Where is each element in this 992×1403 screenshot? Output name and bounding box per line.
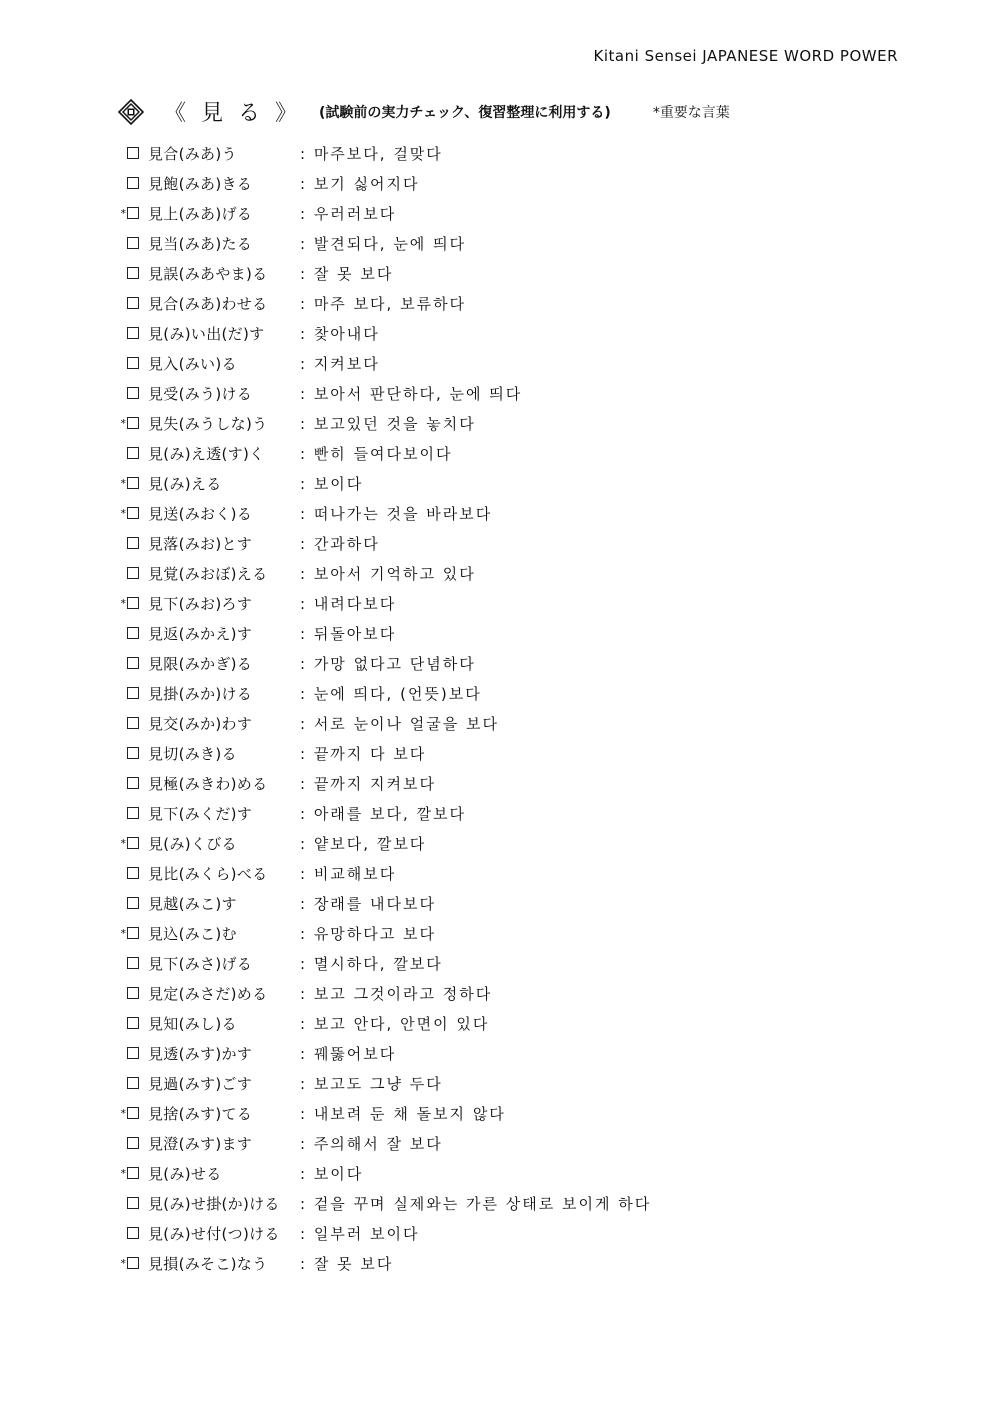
list-item xyxy=(114,1068,651,1098)
list-item xyxy=(114,528,651,558)
review-checkbox[interactable] xyxy=(127,987,139,999)
review-checkbox[interactable] xyxy=(127,597,139,609)
japanese-word: 見極(みきわ)める xyxy=(148,774,268,793)
list-item xyxy=(114,498,651,528)
list-item xyxy=(114,978,651,1008)
list-item xyxy=(114,588,651,618)
japanese-word: 見澄(みす)ます xyxy=(148,1134,253,1153)
review-checkbox[interactable] xyxy=(127,147,139,159)
japanese-word: 見(み)くびる xyxy=(148,834,237,853)
korean-meaning: : 마주보다, 걸맞다 xyxy=(300,144,443,163)
importance-star: * xyxy=(120,476,126,490)
importance-star: * xyxy=(120,1256,126,1270)
japanese-word: 見知(みし)る xyxy=(148,1014,237,1033)
list-item xyxy=(114,768,651,798)
review-checkbox[interactable] xyxy=(127,837,139,849)
korean-meaning: : 유망하다고 보다 xyxy=(300,924,437,943)
review-checkbox[interactable] xyxy=(127,297,139,309)
korean-meaning: : 아래를 보다, 깔보다 xyxy=(300,804,467,823)
japanese-word: 見上(みあ)げる xyxy=(148,204,253,223)
review-checkbox[interactable] xyxy=(127,477,139,489)
korean-meaning: : 우러러보다 xyxy=(300,204,397,223)
list-item xyxy=(114,288,651,318)
review-checkbox[interactable] xyxy=(127,717,139,729)
japanese-word: 見(み)せ掛(か)ける xyxy=(148,1194,280,1213)
korean-meaning: : 발견되다, 눈에 띄다 xyxy=(300,234,467,253)
list-item xyxy=(114,138,651,168)
review-checkbox[interactable] xyxy=(127,927,139,939)
word-list xyxy=(114,138,651,1278)
review-checkbox[interactable] xyxy=(127,1047,139,1059)
list-item xyxy=(114,1128,651,1158)
japanese-word: 見落(みお)とす xyxy=(148,534,253,553)
japanese-word: 見飽(みあ)きる xyxy=(148,174,253,193)
review-checkbox[interactable] xyxy=(127,1137,139,1149)
korean-meaning: : 마주 보다, 보류하다 xyxy=(300,294,467,313)
japanese-word: 見入(みい)る xyxy=(148,354,237,373)
japanese-word: 見(み)せる xyxy=(148,1164,222,1183)
list-item xyxy=(114,1008,651,1038)
review-checkbox[interactable] xyxy=(127,207,139,219)
list-item xyxy=(114,618,651,648)
japanese-word: 見損(みそこ)なう xyxy=(148,1254,268,1273)
japanese-word: 見下(みさ)げる xyxy=(148,954,253,973)
japanese-word: 見限(みかぎ)る xyxy=(148,654,253,673)
korean-meaning: : 내보려 둔 채 돌보지 않다 xyxy=(300,1104,506,1123)
importance-star: * xyxy=(120,596,126,610)
review-checkbox[interactable] xyxy=(127,357,139,369)
importance-star: * xyxy=(120,836,126,850)
list-item xyxy=(114,948,651,978)
review-checkbox[interactable] xyxy=(127,267,139,279)
japanese-word: 見(み)せ付(つ)ける xyxy=(148,1224,280,1243)
japanese-word: 見切(みき)る xyxy=(148,744,237,763)
japanese-word: 見掛(みか)ける xyxy=(148,684,253,703)
korean-meaning: : 멸시하다, 깔보다 xyxy=(300,954,443,973)
list-item xyxy=(114,918,651,948)
list-item xyxy=(114,888,651,918)
list-item xyxy=(114,168,651,198)
japanese-word: 見透(みす)かす xyxy=(148,1044,253,1063)
list-item xyxy=(114,678,651,708)
review-checkbox[interactable] xyxy=(127,507,139,519)
list-item xyxy=(114,198,651,228)
review-checkbox[interactable] xyxy=(127,237,139,249)
page-subtitle: (試験前の実力チェック、復習整理に利用する) xyxy=(318,104,611,121)
japanese-word: 見込(みこ)む xyxy=(148,924,237,943)
korean-meaning: : 보기 싫어지다 xyxy=(300,174,420,193)
list-item xyxy=(114,648,651,678)
korean-meaning: : 얕보다, 깔보다 xyxy=(300,834,427,853)
korean-meaning: : 가망 없다고 단념하다 xyxy=(300,654,476,673)
korean-meaning: : 떠나가는 것을 바라보다 xyxy=(300,504,493,523)
korean-meaning: : 빤히 들여다보이다 xyxy=(300,444,453,463)
review-checkbox[interactable] xyxy=(127,1227,139,1239)
japanese-word: 見合(みあ)う xyxy=(148,144,237,163)
importance-star: * xyxy=(120,1166,126,1180)
korean-meaning: : 끝까지 지켜보다 xyxy=(300,774,437,793)
review-checkbox[interactable] xyxy=(127,567,139,579)
japanese-word: 見返(みかえ)す xyxy=(148,624,253,643)
review-checkbox[interactable] xyxy=(127,897,139,909)
list-item xyxy=(114,258,651,288)
japanese-word: 見捨(みす)てる xyxy=(148,1104,253,1123)
list-item xyxy=(114,828,651,858)
review-checkbox[interactable] xyxy=(127,447,139,459)
review-checkbox[interactable] xyxy=(127,777,139,789)
korean-meaning: : 일부러 보이다 xyxy=(300,1224,420,1243)
japanese-word: 見受(みう)ける xyxy=(148,384,253,403)
review-checkbox[interactable] xyxy=(127,1257,139,1269)
review-checkbox[interactable] xyxy=(127,327,139,339)
importance-star: * xyxy=(120,926,126,940)
list-item xyxy=(114,1038,651,1068)
list-item xyxy=(114,558,651,588)
korean-meaning: : 내려다보다 xyxy=(300,594,397,613)
korean-meaning: : 찾아내다 xyxy=(300,324,380,343)
review-checkbox[interactable] xyxy=(127,657,139,669)
review-checkbox[interactable] xyxy=(127,627,139,639)
korean-meaning: : 비교해보다 xyxy=(300,864,397,883)
importance-star: * xyxy=(120,206,126,220)
japanese-word: 見誤(みあやま)る xyxy=(148,264,268,283)
list-item xyxy=(114,858,651,888)
korean-meaning: : 보아서 판단하다, 눈에 띄다 xyxy=(300,384,523,403)
list-item xyxy=(114,228,651,258)
importance-note: *重要な言葉 xyxy=(652,104,730,121)
review-checkbox[interactable] xyxy=(127,747,139,759)
title-row xyxy=(118,96,730,127)
importance-star: * xyxy=(120,1106,126,1120)
list-item xyxy=(114,1248,651,1278)
korean-meaning: : 눈에 띄다, (언뜻)보다 xyxy=(300,684,482,703)
japanese-word: 見失(みうしな)う xyxy=(148,414,268,433)
korean-meaning: : 잘 못 보다 xyxy=(300,1254,394,1273)
korean-meaning: : 보이다 xyxy=(300,474,364,493)
list-item xyxy=(114,1218,651,1248)
japanese-word: 見交(みか)わす xyxy=(148,714,253,733)
korean-meaning: : 보이다 xyxy=(300,1164,364,1183)
japanese-word: 見下(みくだ)す xyxy=(148,804,253,823)
importance-star: * xyxy=(120,506,126,520)
japanese-word: 見過(みす)ごす xyxy=(148,1074,253,1093)
korean-meaning: : 보아서 기억하고 있다 xyxy=(300,564,476,583)
korean-meaning: : 보고도 그냥 두다 xyxy=(300,1074,443,1093)
japanese-word: 見(み)え透(す)く xyxy=(148,444,265,463)
list-item xyxy=(114,1188,651,1218)
korean-meaning: : 보고 그것이라고 정하다 xyxy=(300,984,493,1003)
review-checkbox[interactable] xyxy=(127,1197,139,1209)
review-checkbox[interactable] xyxy=(127,537,139,549)
japanese-word: 見(み)い出(だ)す xyxy=(148,324,265,343)
page-title: 《 見 る 》 xyxy=(164,101,301,126)
list-item xyxy=(114,798,651,828)
korean-meaning: : 뒤돌아보다 xyxy=(300,624,397,643)
list-item xyxy=(114,738,651,768)
japanese-word: 見送(みおく)る xyxy=(148,504,253,523)
list-item xyxy=(114,378,651,408)
page-header xyxy=(594,47,898,65)
review-checkbox[interactable] xyxy=(127,807,139,819)
list-item xyxy=(114,1158,651,1188)
review-checkbox[interactable] xyxy=(127,957,139,969)
list-item xyxy=(114,348,651,378)
review-checkbox[interactable] xyxy=(127,687,139,699)
review-checkbox[interactable] xyxy=(127,1077,139,1089)
site-title: Kitani Sensei JAPANESE WORD POWER xyxy=(593,47,898,65)
japanese-word: 見当(みあ)たる xyxy=(148,234,253,253)
japanese-word: 見定(みさだ)める xyxy=(148,984,268,1003)
review-checkbox[interactable] xyxy=(127,1167,139,1179)
korean-meaning: : 서로 눈이나 얼굴을 보다 xyxy=(300,714,500,733)
korean-meaning: : 끝까지 다 보다 xyxy=(300,744,427,763)
list-item xyxy=(114,318,651,348)
japanese-word: 見覚(みおぼ)える xyxy=(148,564,268,583)
korean-meaning: : 잘 못 보다 xyxy=(300,264,394,283)
korean-meaning: : 꿰뚫어보다 xyxy=(300,1044,397,1063)
korean-meaning: : 간과하다 xyxy=(300,534,380,553)
japanese-word: 見(み)える xyxy=(148,474,222,493)
review-checkbox[interactable] xyxy=(127,417,139,429)
korean-meaning: : 보고 안다, 안면이 있다 xyxy=(300,1014,490,1033)
list-item xyxy=(114,408,651,438)
korean-meaning: : 주의해서 잘 보다 xyxy=(300,1134,443,1153)
review-checkbox[interactable] xyxy=(127,867,139,879)
review-checkbox[interactable] xyxy=(127,387,139,399)
review-checkbox[interactable] xyxy=(127,177,139,189)
list-item xyxy=(114,708,651,738)
korean-meaning: : 지켜보다 xyxy=(300,354,380,373)
japanese-word: 見越(みこ)す xyxy=(148,894,237,913)
korean-meaning: : 보고있던 것을 놓치다 xyxy=(300,414,476,433)
korean-meaning: : 겉을 꾸며 실제와는 가른 상태로 보이게 하다 xyxy=(300,1194,652,1213)
list-item xyxy=(114,468,651,498)
list-item xyxy=(114,438,651,468)
japanese-word: 見比(みくら)べる xyxy=(148,864,268,883)
japanese-word: 見下(みお)ろす xyxy=(148,594,253,613)
list-item xyxy=(114,1098,651,1128)
diamond-ornament-icon xyxy=(118,99,144,125)
importance-star: * xyxy=(120,416,126,430)
korean-meaning: : 장래를 내다보다 xyxy=(300,894,437,913)
japanese-word: 見合(みあ)わせる xyxy=(148,294,268,313)
review-checkbox[interactable] xyxy=(127,1107,139,1119)
review-checkbox[interactable] xyxy=(127,1017,139,1029)
